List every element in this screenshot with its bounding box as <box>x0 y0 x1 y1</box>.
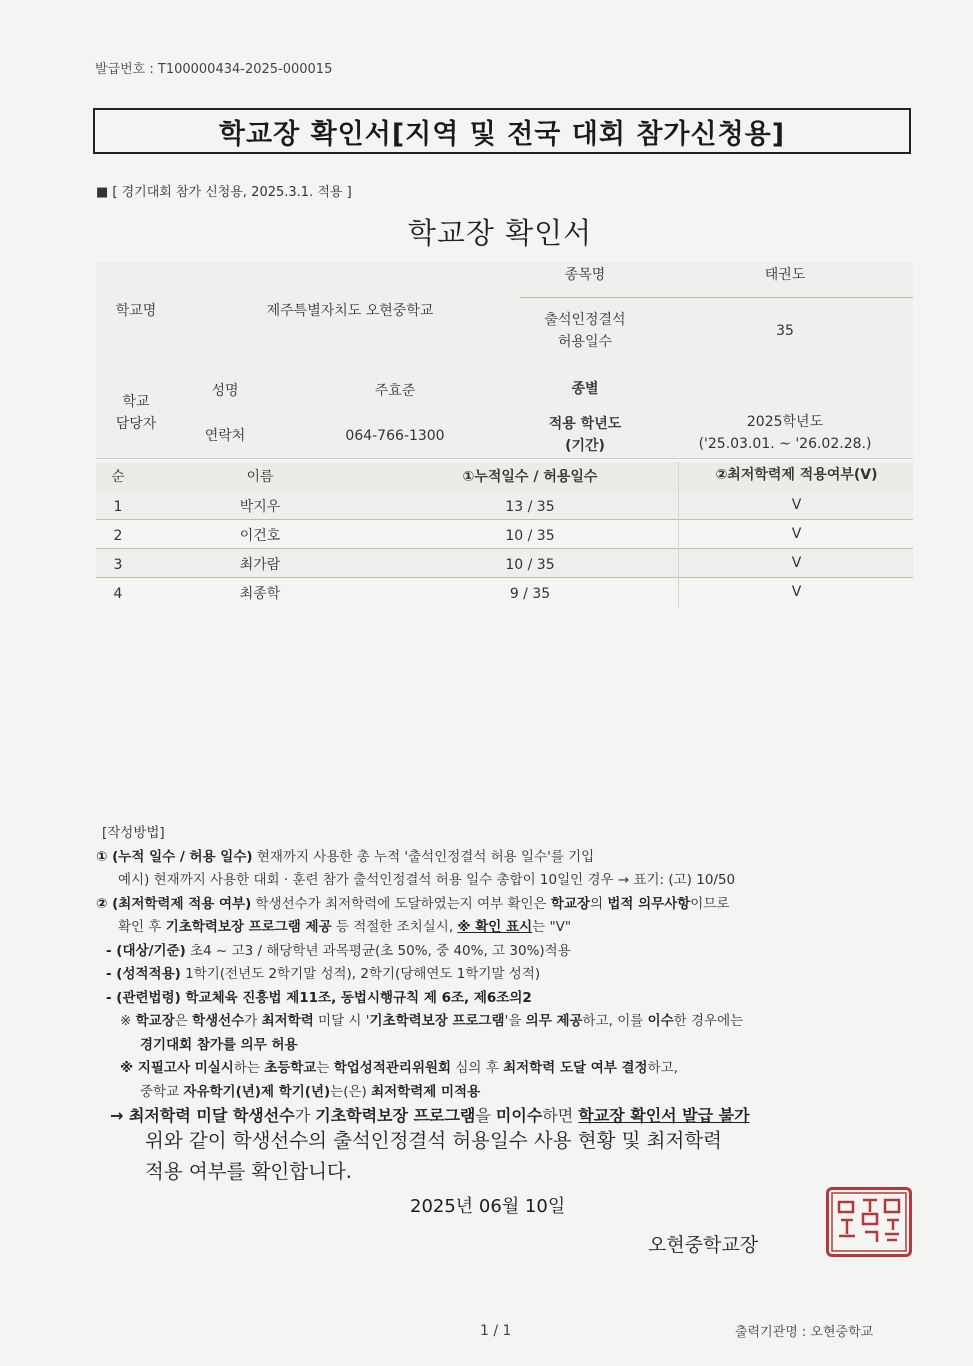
row-no: 3 <box>113 557 123 573</box>
row-days: 13 / 35 <box>505 499 555 515</box>
school-seal-stamp <box>826 1187 912 1257</box>
col-divider <box>678 462 679 607</box>
contact-label: 연락처 <box>204 428 246 444</box>
row-applied: V <box>791 555 802 571</box>
issue-date: 2025년 06월 10일 <box>410 1196 566 1217</box>
document-title: 학교장 확인서[지역 및 전국 대회 참가신청용] <box>93 108 911 154</box>
row-divider <box>96 519 913 520</box>
row-applied: V <box>791 497 802 513</box>
name-label: 성명 <box>211 383 239 399</box>
page-number: 1 / 1 <box>480 1323 512 1339</box>
staff-label: 학교 담당자 <box>115 394 157 432</box>
col-header-no: 순 <box>111 469 125 485</box>
row-divider <box>96 548 913 549</box>
row-days: 9 / 35 <box>509 586 551 602</box>
row-divider <box>96 577 913 578</box>
row-applied: V <box>791 584 802 600</box>
col-header-applied: ②최저학력제 적용여부(V) <box>715 467 878 483</box>
row-no: 1 <box>113 499 123 515</box>
absence-label: 출석인정결석 허용일수 <box>544 312 626 350</box>
issue-number: 발급번호 : T100000434-2025-000015 <box>95 62 333 77</box>
absence-value: 35 <box>776 323 794 339</box>
confirmation-text: 위와 같이 학생선수의 출석인정결석 허용일수 사용 현황 및 최저학력 적용 여부를 확인합니다. <box>145 1129 723 1183</box>
writing-instructions: [작성방법] ① (누적 일수 / 허용 일수) 현재까지 사용한 총 누적 '출석인정결석 허용 일수'를 기입 예시) 현재까지 사용한 대회 · 훈련 참가 출석인정결석 허용 일수 총합이 10일인 경우 → 표기: (고) 10/50 ② (최저학력제 적용 여부) 학생선수가 최저학력에 도달하였는지 여부 확인은 학교장의 법적 의무사항이므로 확인 후 기초학력보장 프로그램 제공 등 적절한 조치실시, ※ 확인 표시는 "V" - (대상/기준) 초4 ~ 고3 / 해당학년 과목평균(초 50%, 중 40%, 고 30%)적용 - (성적적용) 1학기(전년도 2학기말 성적), 2학기(당해연도 1학기말 성적) - (관련법령) 학교체육 진흥법 제11조, 동법시행규칙 제 6조, 제6조의2 ※ 학교장은 학생선수가 최저학력 미달 시 '기초학력보장 프로그램'을 의무 제공하고, 이를 이수한 경우에는 경기대회 참가를 의무 허용 ※ 지필고사 미실시하는 초등학교는 학업성적관리위원회 심의 후 최저학력 도달 여부 결정하고, 중학교 자유학기(년)제 학기(년)는(은) 최저학력제 미적용 → 최저학력 미달 학생선수가 기초학력보장 프로그램을 미이수하면 학교장 확인서 발급 불가 <box>96 822 916 1128</box>
row-name: 최종학 <box>239 586 281 602</box>
name-value: 주효준 <box>374 383 416 399</box>
sport-label: 종목명 <box>564 267 606 283</box>
category-label: 종별 <box>571 381 599 397</box>
school-label: 학교명 <box>115 303 157 319</box>
divider <box>520 297 913 298</box>
col-header-days: ①누적일수 / 허용일수 <box>462 469 598 485</box>
contact-value: 064-766-1300 <box>345 428 445 444</box>
principal-name: 오현중학교장 <box>648 1234 759 1256</box>
row-no: 4 <box>113 586 123 602</box>
school-value: 제주특별자치도 오현중학교 <box>266 303 434 319</box>
seal-icon <box>829 1190 909 1254</box>
year-value: 2025학년도 ('25.03.01. ~ '26.02.28.) <box>698 414 872 452</box>
output-organization: 출력기관명 : 오현중학교 <box>735 1325 874 1340</box>
document-subtitle: 학교장 확인서 <box>407 216 593 250</box>
row-name: 이건호 <box>239 528 281 544</box>
row-days: 10 / 35 <box>505 557 555 573</box>
notes-heading: [작성방법] <box>102 825 165 841</box>
sport-value: 태권도 <box>764 267 806 283</box>
col-header-name: 이름 <box>246 469 274 485</box>
row-applied: V <box>791 526 802 542</box>
row-no: 2 <box>113 528 123 544</box>
row-name: 박지우 <box>239 499 281 515</box>
row-days: 10 / 35 <box>505 528 555 544</box>
row-name: 최가람 <box>239 557 281 573</box>
divider <box>96 458 913 459</box>
year-label: 적용 학년도 (기간) <box>548 416 622 454</box>
section-tag: ■ [ 경기대회 참가 신청용, 2025.3.1. 적용 ] <box>96 185 352 200</box>
